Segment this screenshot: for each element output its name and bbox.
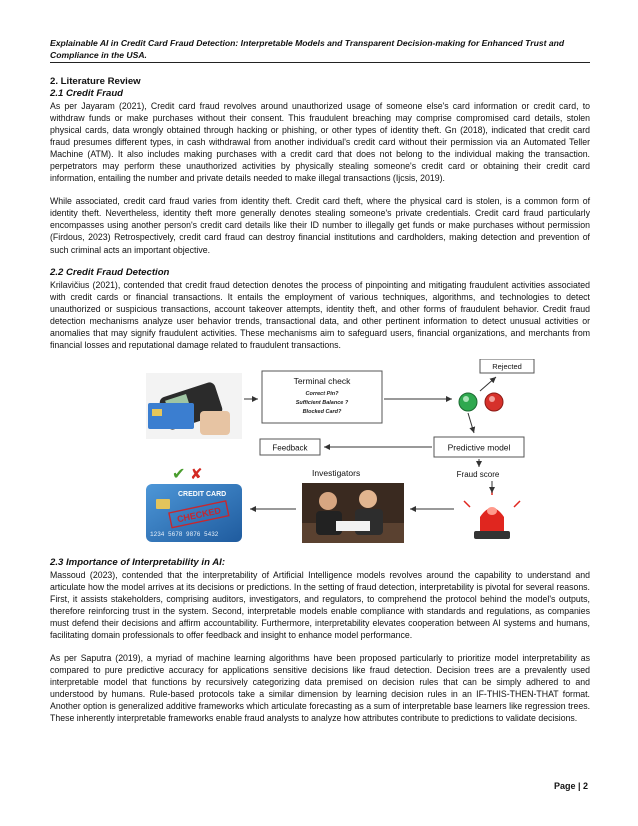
- subsection-heading-credit-fraud-detection: 2.2 Credit Fraud Detection: [50, 266, 170, 278]
- fraud-score-label: Fraud score: [456, 469, 500, 479]
- cross-mark-icon: ✘: [190, 464, 203, 483]
- terminal-check-line: Correct Pin?: [305, 390, 339, 397]
- check-mark-icon: ✔: [172, 463, 186, 483]
- section-heading: 2. Literature Review: [50, 76, 141, 87]
- feedback-label: Feedback: [272, 443, 308, 453]
- approval-lights-icon: [459, 393, 503, 411]
- fraud-detection-figure: [50, 359, 590, 549]
- credit-card-image: [146, 484, 242, 542]
- pos-terminal-image: [146, 373, 242, 439]
- paragraph: Krilavičius (2021), contended that credit fraud detection denotes the process of pinpointing and mitigating fraudulent activities associated with credit cards or financial transactions. It entails the employment of various techniques, algorithms, and technologies to detect unauthorized or suspicious transactions, account takeover attempts, identity theft, and other forms of fraudulent behavior. Credit fraud detection mechanisms analyze user behavior trends, transactional data, and other pertinent information to detect unusual activities or anomalies that may signify fraudulent activities. These mechanisms aim to safeguard users, financial organizations, and merchants from financial losses and reputational damage related to fraudulent transactions.: [50, 279, 590, 350]
- paragraph: As per Jayaram (2021), Credit card fraud revolves around unauthorized usage of someone else's card information or credit card, to withdraw funds or make purchases without their consent. This fraudulent breaching may comprise compromised card details, stolen physical cards, data wrongly obtained through hacking or phishing, or other types of identity theft. Gn (2018), indicated that credit card fraud presumes different types, in cash withdrawal from another individual's credit card without their permission via an Automated Teller Machine (ATM). It also includes making purchases with a credit card that does not belong to the individual making the transaction. perpetrators may perform these unauthorized activities by physically stealing someone's credit card or obtaining their credit card information, entailing the number and private details needed to make illegal transactions (Ijcsis, 2019).: [50, 101, 590, 184]
- feedback-box: [260, 439, 320, 455]
- predictive-model-box: [434, 437, 524, 457]
- rejected-box: [480, 359, 534, 373]
- subsection-heading-interpretability: 2.3 Importance of Interpretability in AI:: [50, 556, 226, 568]
- fraud-detection-diagram: [50, 359, 590, 549]
- checked-stamp: CHECKED: [176, 505, 222, 525]
- card-brand-text: CREDIT CARD: [178, 490, 227, 498]
- terminal-check-line: Sufficient Balance ?: [295, 399, 349, 406]
- card-number-text: 1234 5678 9876 5432: [150, 530, 219, 538]
- investigators-photo: [302, 483, 404, 543]
- rejected-label: Rejected: [492, 361, 522, 371]
- predictive-model-label: Predictive model: [447, 442, 511, 453]
- terminal-check-box: [262, 371, 382, 423]
- running-header: Explainable AI in Credit Card Fraud Detection: Interpretable Models and Transparent Decision-making for Enhanced Trust and Compliance in the USA.: [50, 38, 565, 60]
- terminal-check-title: Terminal check: [293, 375, 351, 386]
- page-number: Page | 2: [553, 781, 588, 791]
- terminal-check-line: Blocked Card?: [302, 408, 342, 415]
- investigators-label: Investigators: [312, 467, 361, 478]
- paragraph: While associated, credit card fraud varies from identity theft. Credit card theft, where the physical card is stolen, is a common form of identity theft. Nevertheless, identity theft more generally denotes stealing someone's private credentials. Credit card fraud particularly encompasses using another person's credit card details like their ID number to illegally get funds or make purchases without permission (Firdous, 2023) Retrospectively, credit card fraud can destroy financial institutions and cardholders, making detection and prevention of such criminal acts an important objective.: [50, 196, 590, 255]
- subsection-heading-credit-fraud: 2.1 Credit Fraud: [50, 88, 124, 99]
- header-rule: [50, 62, 590, 63]
- page-content: [50, 76, 590, 724]
- paragraph: As per Saputra (2019), a myriad of machine learning algorithms have been proposed particularly to prioritize model interpretability as compared to pure predictive accuracy for applications sensitive decisions like fraud detection. Decision trees are a prevalently used interpretable model that functions by recursively categorizing data premised on decision rules that can be simply adhered to and understood by humans. Rule-based protocols take a similar dimension by learning decision rules in an IF-THIS-THEN-THAT format. Another option is generalized additive frameworks which articulate forecasting as a sum of interpretable base learners like regression trees. These inherently interpretable frameworks enable fraud analysts to analyze how attributes contribute to predictions to validate decisions.: [50, 653, 590, 724]
- paragraph: Massoud (2023), contended that the interpretability of Artificial Intelligence models revolves around the capability to understand and articulate how the model arrives at its decisions or predictions. In the setting of fraud detection, interpretability is pivotal for several reasons. First, it assists stakeholders, comprising auditors, investigators, and regulators, to comprehend the protocol behind the model's outputs, therefore reinforcing trust in the system. Second, interpretable models enable compliance with standards and regulations, as companies must defend their decisions and affirm accountability. Furthermore, interpretability elevates cooperation between AI systems and humans, facilitating domain professionals to offer feedback and insight to enhance model performance.: [50, 569, 590, 641]
- alarm-siren-icon: [464, 489, 520, 539]
